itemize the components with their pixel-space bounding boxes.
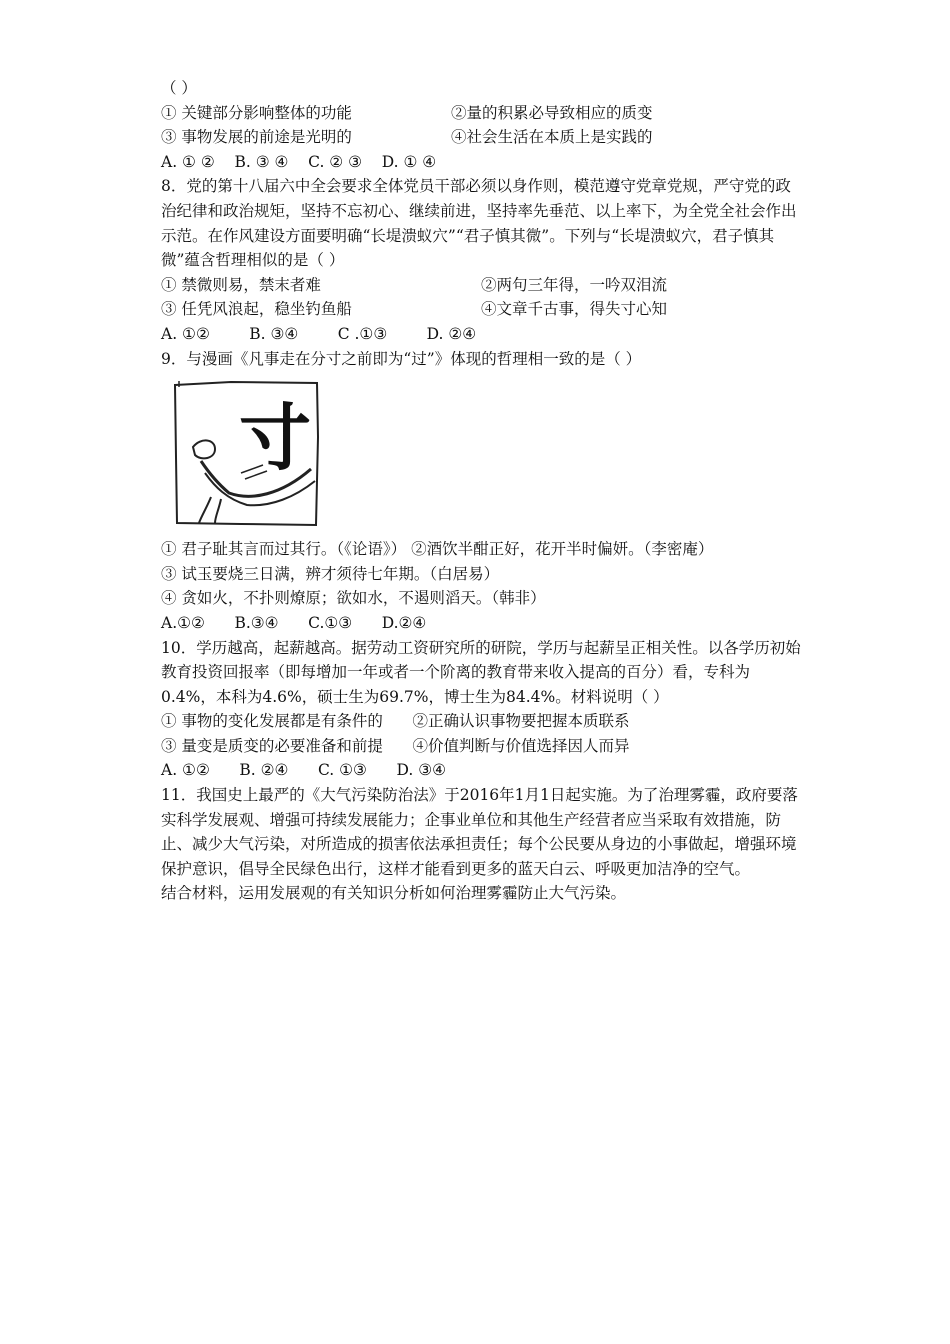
q7-choices: A. ① ② B. ③ ④ C. ② ③ D. ① ④	[161, 152, 437, 171]
cartoon-character: 寸	[239, 396, 312, 481]
q8-options-row-2	[161, 297, 801, 322]
cartoon-image	[171, 377, 321, 527]
document-page	[161, 76, 801, 906]
q11-task: 结合材料，运用发展观的有关知识分析如何治理雾霾防止大气污染。	[161, 884, 627, 903]
q8-option-2: ②两句三年得，一吟双泪流	[481, 275, 668, 294]
q7-option-3: ③ 事物发展的前途是光明的	[161, 128, 352, 147]
q7-bracket: （ ）	[161, 79, 197, 97]
q9-option-3: ③ 试玉要烧三日满，辨才须待七年期。（白居易）	[161, 564, 500, 583]
q9-choices: A.①② B.③④ C.①③ D.②④	[161, 613, 427, 632]
q11-stem: 11．我国史上最严的《大气污染防治法》于2016年1月1日起实施。为了治理雾霾，政府要落实科学发展观、增强可持续发展能力；企事业单位和其他生产经营者应当采取有效措施，防止、减少大气污染，对所造成的损害依法承担责任；每个公民要从身边的小事做起，增强环境保护意识，倡导全民绿色出行，这样才能看到更多的蓝天白云、呼吸更加洁净的空气。	[161, 786, 798, 878]
q9-option-4: ④ 贪如火，不扑则燎原；欲如水，不遏则滔天。（韩非）	[161, 589, 546, 608]
q10-stem: 10．学历越高，起薪越高。据劳动工资研究所的研院，学历与起薪呈正相关性。以各学历初始教育投资回报率（即每增加一年或者一个阶离的教育带来收入提高的百分）看，专科为0.4%，本科为4.6%，硕士生为69.7%，博士生为84.4%。材料说明（ ）	[161, 638, 801, 706]
cartoon-drawing	[171, 377, 321, 527]
q10-options-row-2: ③ 量变是质变的必要准备和前提 ④价值判断与价值选择因人而异	[161, 736, 630, 755]
q8-options-row-1	[161, 273, 801, 298]
q10-options-row-1: ① 事物的变化发展都是有条件的 ②正确认识事物要把握本质联系	[161, 712, 630, 731]
q8-option-4: ④文章千古事，得失寸心知	[481, 300, 668, 319]
q7-options-row-1	[161, 101, 801, 126]
q8-stem: 8．党的第十八届六中全会要求全体党员干部必须以身作则，模范遵守党章党规，严守党的政治纪律和政治规矩，坚持不忘初心、继续前进，坚持率先垂范、以上率下，为全党全社会作出示范。在作风建设方面要明确“长堤溃蚁穴”“君子慎其微”。下列与“长堤溃蚁穴，君子慎其微”蕴含哲理相似的是（ ）	[161, 177, 797, 270]
q7-options-row-2	[161, 125, 801, 150]
q9-stem: 9．与漫画《凡事走在分寸之前即为“过”》体现的哲理相一致的是（ ）	[161, 349, 642, 368]
q8-option-3: ③ 任凭风浪起，稳坐钓鱼船	[161, 300, 352, 319]
q8-option-1: ① 禁微则易，禁末者难	[161, 275, 321, 294]
q10-choices: A. ①② B. ②④ C. ①③ D. ③④	[161, 761, 447, 780]
q7-option-4: ④社会生活在本质上是实践的	[451, 128, 653, 147]
q8-choices: A. ①② B. ③④ C .①③ D. ②④	[161, 324, 477, 343]
q7-option-1: ① 关键部分影响整体的功能	[161, 103, 352, 122]
q7-option-2: ②量的积累必导致相应的质变	[451, 103, 653, 122]
q9-option-1-2: ① 君子耻其言而过其行。（《论语》） ②酒饮半酣正好，花开半时偏妍。（李密庵）	[161, 540, 714, 559]
